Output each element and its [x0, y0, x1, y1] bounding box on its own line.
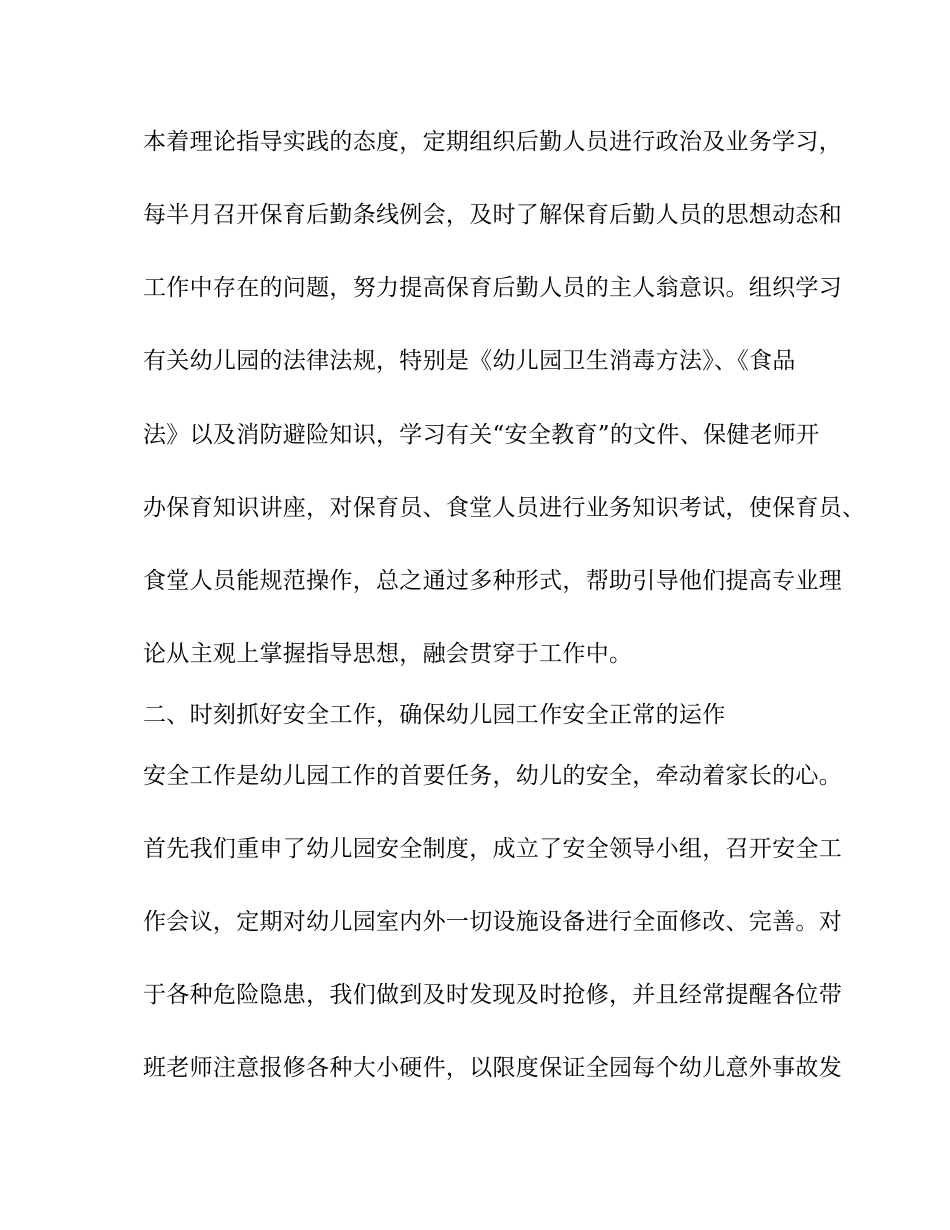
body-text-line: 作会议，定期对幼儿园室内外一切设施设备进行全面修改、完善。对: [143, 909, 842, 935]
body-text-line: 每半月召开保育后勤条线例会，及时了解保育后勤人员的思想动态和: [143, 202, 842, 228]
body-text-line: 法》以及消防避险知识，学习有关“安全教育”的文件、保健老师开: [143, 422, 820, 448]
body-text-line: 安全工作是幼儿园工作的首要任务，幼儿的安全，牵动着家长的心。: [143, 763, 842, 789]
body-text-line: 有关幼儿园的法律法规，特别是《幼儿园卫生消毒方法》、《食品: [143, 348, 796, 374]
body-text-line: 论从主观上掌握指导思想，融会贯穿于工作中。: [143, 641, 633, 667]
body-text-line: 工作中存在的问题，努力提高保育后勤人员的主人翁意识。组织学习: [143, 275, 842, 301]
body-text-line: 班老师注意报修各种大小硬件，以限度保证全园每个幼儿意外事故发: [143, 1055, 842, 1081]
body-text-line: 食堂人员能规范操作，总之通过多种形式，帮助引导他们提高专业理: [143, 568, 842, 594]
body-text-line: 首先我们重申了幼儿园安全制度，成立了安全领导小组，召开安全工: [143, 836, 842, 862]
section-heading: 二、时刻抓好安全工作，确保幼儿园工作安全正常的运作: [143, 702, 726, 728]
body-text-line: 办保育知识讲座，对保育员、食堂人员进行业务知识考试，使保育员、: [143, 495, 866, 521]
body-text-line: 于各种危险隐患，我们做到及时发现及时抢修，并且经常提醒各位带: [143, 982, 842, 1008]
body-text-line: 本着理论指导实践的态度，定期组织后勤人员进行政治及业务学习，: [143, 129, 842, 155]
